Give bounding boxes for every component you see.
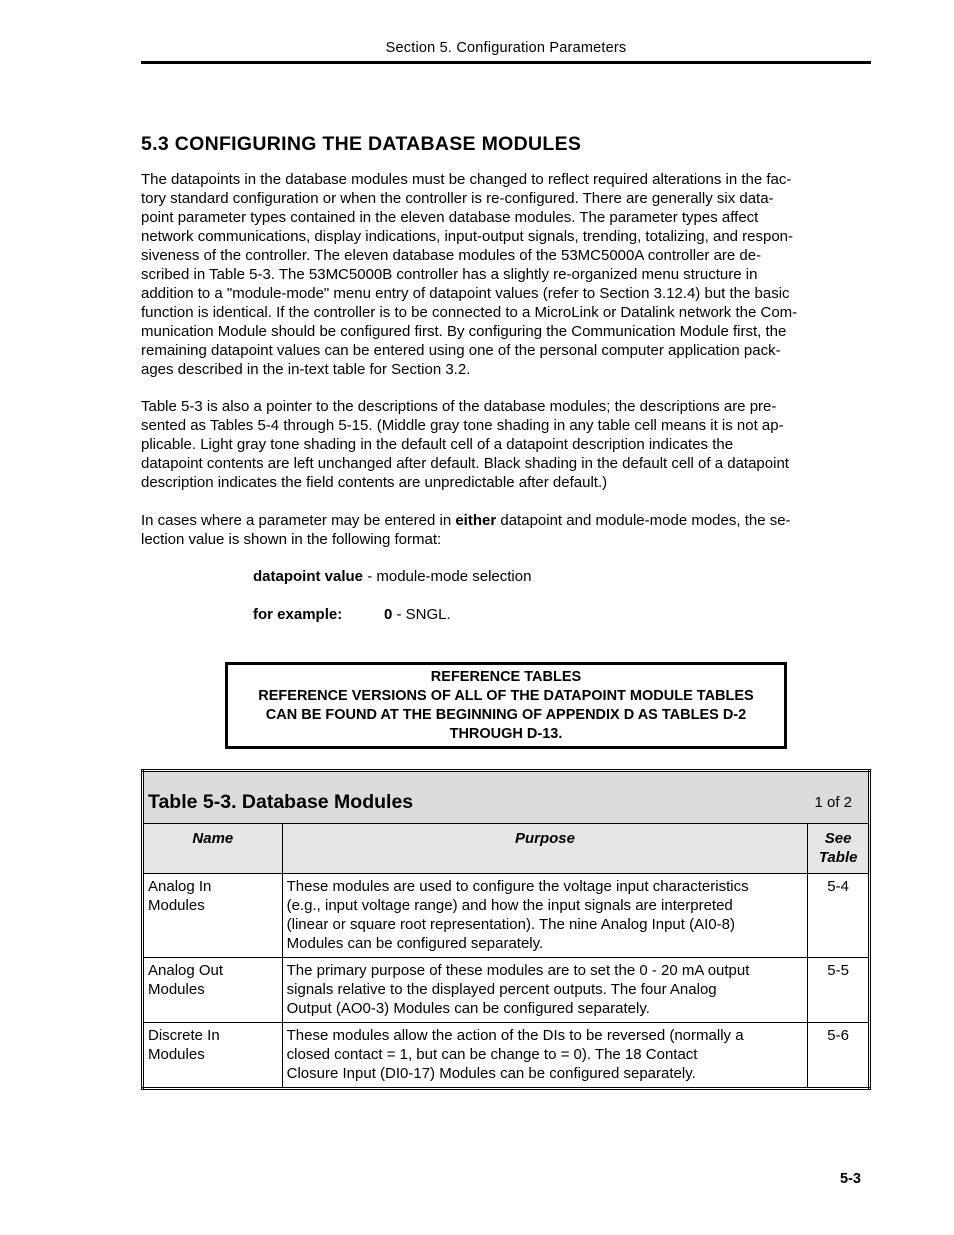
format-paragraph: [141, 511, 871, 549]
paragraph-line: network communications, display indications, input-output signals, trending, totalizing, and respon-: [141, 228, 794, 245]
cell-see-table: 5-5: [808, 958, 870, 1023]
paragraph-line: [141, 511, 871, 530]
cell-line: Modules: [148, 981, 205, 998]
paragraph-line: scribed in Table 5-3. The 53MC5000B controller has a slightly re-organized menu structure in: [141, 266, 758, 283]
reference-box-title: REFERENCE TABLES: [430, 669, 582, 685]
table-caption-cell: [143, 771, 870, 824]
header-label: See: [824, 830, 852, 847]
paragraph-line: function is identical. If the controller is to be connected to a MicroLink or Datalink network the Com-: [141, 304, 798, 321]
column-header-name: [143, 824, 283, 874]
cell-line: Output (AO0-3) Modules can be configured separately.: [286, 1000, 650, 1017]
emphasis-either: either: [455, 512, 497, 529]
paragraph-line: lection value is shown in the following format:: [141, 531, 442, 548]
cell-line: Closure Input (DI0-17) Modules can be configured separately.: [286, 1065, 696, 1082]
cell-purpose: [282, 874, 808, 958]
example-line: [253, 605, 451, 624]
cell-line: The primary purpose of these modules are to set the 0 - 20 mA output: [286, 962, 750, 979]
example-value-number: 0: [384, 606, 393, 623]
table-title: Table 5-3. Database Modules: [148, 791, 414, 813]
running-head: Section 5. Configuration Parameters: [385, 40, 627, 56]
cell-line: Analog In: [148, 878, 212, 895]
cell-line: (linear or square root representation). The nine Analog Input (AI0-8): [286, 916, 735, 933]
cell-line: signals relative to the displayed percent outputs. The four Analog: [286, 981, 717, 998]
page-number: 5-3: [840, 1171, 861, 1187]
datapoint-value-label: datapoint value: [253, 568, 364, 585]
table-row: [143, 874, 870, 958]
paragraph-line: description indicates the field contents are unpredictable after default.): [141, 474, 608, 491]
cell-line: These modules are used to configure the voltage input characteristics: [286, 878, 749, 895]
reference-box-line: CAN BE FOUND AT THE BEGINNING OF APPENDIX D AS TABLES D-2: [265, 707, 747, 723]
paragraph-line: ages described in the in-text table for Section 3.2.: [141, 361, 471, 378]
header-rule: [141, 61, 871, 64]
cell-line: Analog Out: [148, 962, 224, 979]
example-value: [384, 605, 451, 624]
table-header-row: [143, 824, 870, 874]
paragraph-line: siveness of the controller. The eleven database modules of the 53MC5000A controller are de-: [141, 247, 762, 264]
cell-name: [143, 958, 283, 1023]
module-mode-text: - module-mode selection: [363, 568, 532, 585]
cell-name: [143, 874, 283, 958]
cell-line: These modules allow the action of the DIs to be reversed (normally a: [286, 1027, 744, 1044]
paragraph-line: sented as Tables 5-4 through 5-15. (Middle gray tone shading in any table cell means it is not ap-: [141, 417, 784, 434]
paragraph-line: addition to a "module-mode" menu entry of datapoint values (refer to Section 3.12.4) but the basic: [141, 285, 790, 302]
cell-see-table: 5-6: [808, 1023, 870, 1089]
cell-line: Modules can be configured separately.: [286, 935, 544, 952]
column-header-see-table: [808, 824, 870, 874]
cell-line: (e.g., input voltage range) and how the input signals are interpreted: [286, 897, 733, 914]
paragraph-line: datapoint contents are left unchanged after default. Black shading in the default cell of a datapoint: [141, 455, 789, 472]
column-header-purpose: [282, 824, 808, 874]
cell-purpose: [282, 958, 808, 1023]
header-label: Purpose: [514, 830, 575, 847]
table-row: [143, 958, 870, 1023]
header-label: Table: [818, 849, 858, 866]
reference-tables-box: [225, 662, 787, 749]
paragraph-line: plicable. Light gray tone shading in the default cell of a datapoint description indicates the: [141, 436, 734, 453]
paragraph-line: tory standard configuration or when the controller is re-configured. There are generally six data-: [141, 190, 774, 207]
paragraph-line: remaining datapoint values can be entered using one of the personal computer application pack-: [141, 342, 781, 359]
table-caption-row: [143, 771, 870, 824]
table-page-indicator: 1 of 2: [814, 794, 852, 811]
example-value-text: - SNGL.: [392, 606, 451, 623]
text-run: In cases where a parameter may be entered in: [141, 512, 456, 529]
cell-name: [143, 1023, 283, 1089]
reference-box-line: THROUGH D-13.: [449, 726, 563, 742]
intro-paragraph: [141, 170, 871, 379]
reference-box-line: REFERENCE VERSIONS OF ALL OF THE DATAPOINT MODULE TABLES: [258, 688, 754, 704]
text-run: datapoint and module-mode modes, the se-: [496, 512, 791, 529]
example-label: for example:: [253, 606, 343, 623]
format-example-line: [253, 567, 531, 586]
paragraph-line: munication Module should be configured first. By configuring the Communication Module first, the: [141, 323, 787, 340]
cell-line: Modules: [148, 897, 205, 914]
cell-line: Discrete In: [148, 1027, 220, 1044]
database-modules-table: [141, 769, 871, 1090]
cell-purpose: [282, 1023, 808, 1089]
table-row: [143, 1023, 870, 1089]
pointer-paragraph: [141, 397, 871, 492]
cell-see-table: 5-4: [808, 874, 870, 958]
paragraph-line: point parameter types contained in the eleven database modules. The parameter types affect: [141, 209, 759, 226]
paragraph-line: Table 5-3 is also a pointer to the descriptions of the database modules; the descriptions are pre-: [141, 398, 777, 415]
cell-line: closed contact = 1, but can be change to = 0). The 18 Contact: [286, 1046, 698, 1063]
section-heading: 5.3 CONFIGURING THE DATABASE MODULES: [141, 133, 582, 155]
cell-line: Modules: [148, 1046, 205, 1063]
header-label: Name: [192, 830, 234, 847]
paragraph-line: The datapoints in the database modules must be changed to reflect required alterations in the fac-: [141, 171, 792, 188]
